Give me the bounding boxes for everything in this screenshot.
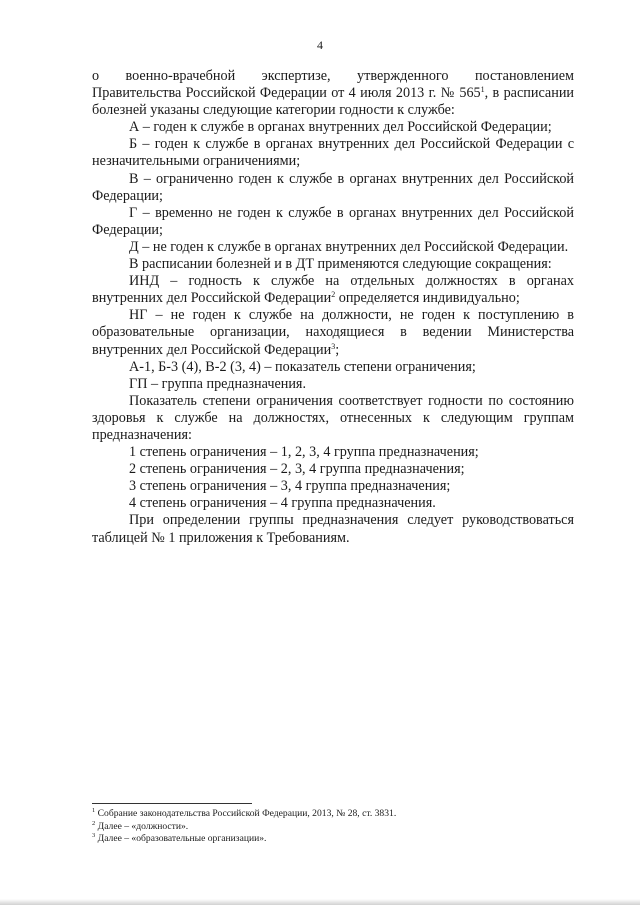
footnote-mark: 1 (92, 807, 96, 814)
paragraph-text: ИНД – годность к службе на отдельных должностях в органах внутренних дел Российской Федерации (92, 273, 574, 307)
abbreviation-ind (92, 273, 574, 307)
footnote-text: Далее – «образовательные организации». (95, 833, 267, 845)
footnote-3 (92, 833, 574, 846)
closing-paragraph: При определении группы предназначения следует руководствоваться таблицей № 1 приложения к Требованиям. (92, 512, 574, 546)
restriction-degree-3: 3 степень ограничения – 3, 4 группа предназначения; (129, 478, 451, 495)
restriction-correspondence: Показатель степени ограничения соответствует годности по состоянию здоровья к службе на должностях, отнесенных к следующим группам предназначения: (92, 392, 574, 443)
paragraph-tail: ; (335, 341, 340, 358)
footnote-divider (92, 803, 252, 804)
abbreviation-ng (92, 307, 574, 358)
category-v: В – ограниченно годен к службе в органах внутренних дел Российской Федерации; (92, 170, 574, 204)
category-a: А – годен к службе в органах внутренних дел Российской Федерации; (129, 119, 552, 136)
abbreviation-gp: ГП – группа предназначения. (129, 375, 307, 392)
footnotes (92, 808, 574, 846)
paragraph-continuation: в расписании болезней указаны следующие категории годности к службе: (92, 85, 575, 119)
paragraph-text: НГ – не годен к службе на должности, не годен к поступлению в образовательные организации, находящиеся в ведении Министерства внутренних дел Российской Федерации (92, 307, 574, 358)
category-d: Д – не годен к службе в органах внутренних дел Российской Федерации. (129, 238, 569, 255)
paragraph-text: о военно-врачебной экспертизе, утвержденного постановлением Правительства Российской Федерации от 4 июля 2013 г. № 565 (92, 68, 574, 102)
footnote-ref: 2 (331, 290, 336, 300)
abbreviation-restriction-indicator: А-1, Б-3 (4), В-2 (3, 4) – показатель степени ограничения; (129, 358, 476, 375)
page-number: 4 (317, 38, 323, 52)
abbreviations-heading: В расписании болезней и в ДТ применяются следующие сокращения: (129, 256, 552, 273)
footnote-1 (92, 808, 574, 821)
footnote-mark: 3 (92, 832, 96, 840)
footnote-ref: 1 (480, 85, 485, 95)
category-b: Б – годен к службе в органах внутренних дел Российской Федерации с незначительными ограничениями; (92, 136, 574, 170)
paragraph-tail: определяется индивидуально; (335, 290, 520, 307)
footnote-text: Собрание законодательства Российской Федерации, 2013, № 28, ст. 3831. (95, 808, 397, 819)
footnote-2 (92, 821, 574, 834)
restriction-degree-2: 2 степень ограничения – 2, 3, 4 группа предназначения; (129, 461, 465, 478)
paragraph-tail: , (484, 85, 489, 102)
paragraph-intro (92, 68, 574, 119)
scan-edge (0, 899, 640, 905)
category-g: Г – временно не годен к службе в органах внутренних дел Российской Федерации; (92, 204, 574, 238)
footnote-ref: 3 (331, 341, 336, 351)
footnote-mark: 2 (92, 819, 96, 827)
footnote-text: Далее – «должности». (95, 820, 189, 832)
restriction-degree-1: 1 степень ограничения – 1, 2, 3, 4 группа предназначения; (129, 444, 479, 461)
body-text (92, 68, 574, 547)
restriction-degree-4: 4 степень ограничения – 4 группа предназначения. (129, 495, 436, 512)
